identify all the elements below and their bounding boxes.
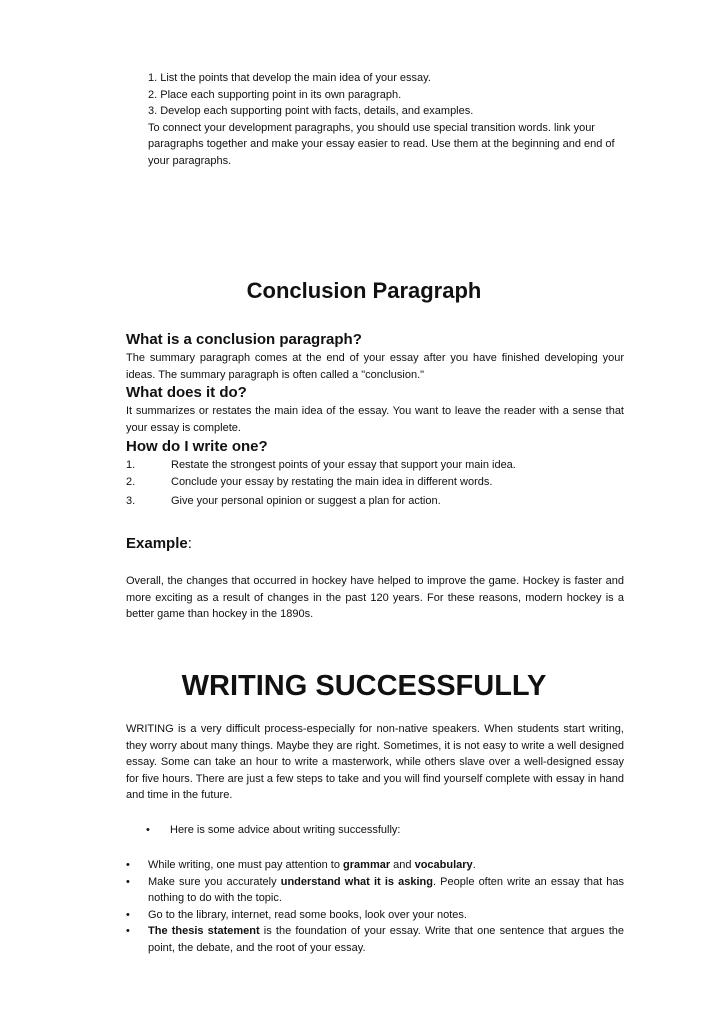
list-item bbox=[126, 857, 624, 874]
list-item bbox=[126, 874, 624, 907]
example-colon: : bbox=[187, 535, 192, 552]
bullet-icon: • bbox=[126, 859, 130, 871]
step-item: 2. Place each supporting point in its own paragraph. bbox=[148, 88, 402, 101]
list-number: 2. bbox=[126, 475, 136, 488]
example-heading bbox=[126, 534, 192, 554]
writing-title: WRITING SUCCESSFULLY bbox=[181, 670, 547, 702]
list-number: 3. bbox=[126, 495, 136, 507]
answer-paragraph: It summarizes or restates the main idea of the essay. You want to leave the reader with a sense that your essay is complete. bbox=[126, 405, 624, 434]
list-item bbox=[126, 493, 624, 510]
tip-segment: . bbox=[472, 859, 476, 871]
tip-emphasis: The thesis statement bbox=[148, 925, 260, 937]
list-text: Conclude your essay by restating the main idea in different words. bbox=[171, 475, 493, 488]
conclusion-title: Conclusion Paragraph bbox=[246, 278, 482, 303]
advice-intro-text: Here is some advice about writing successfully: bbox=[170, 824, 401, 836]
list-item bbox=[126, 474, 624, 491]
list-item bbox=[126, 457, 624, 474]
tip-segment: . People often write an essay that has nothing to do with the topic. bbox=[148, 875, 625, 904]
tip-text bbox=[148, 923, 624, 956]
tip-text bbox=[148, 874, 624, 907]
list-text: Give your personal opinion or suggest a plan for action. bbox=[171, 495, 441, 507]
tip-emphasis: understand what it is asking bbox=[280, 875, 433, 888]
example-paragraph: Overall, the changes that occurred in hockey have helped to improve the game. Hockey is faster and more exciting as a result of changes in the past 120 years. For these reasons, modern hockey is a better game than hockey in the 1890s. bbox=[126, 575, 624, 620]
advice-intro bbox=[146, 822, 400, 839]
question-heading: How do I write one? bbox=[126, 438, 268, 455]
tip-text bbox=[148, 857, 624, 874]
tip-segment: and bbox=[390, 859, 415, 871]
bullet-icon: • bbox=[126, 875, 130, 888]
bullet-icon: • bbox=[126, 925, 130, 937]
tip-emphasis: grammar bbox=[343, 859, 391, 871]
example-label: Example bbox=[126, 535, 188, 552]
list-number: 1. bbox=[126, 459, 136, 471]
tip-text: Go to the library, internet, read some books, look over your notes. bbox=[148, 908, 467, 921]
step-item: 1. List the points that develop the main idea of your essay. bbox=[148, 72, 431, 84]
question-heading: What is a conclusion paragraph? bbox=[126, 331, 362, 348]
tip-segment: is the foundation of your essay. Write that one sentence that argues the point, the debate, and the root of your essay. bbox=[148, 925, 624, 954]
question-heading: What does it do? bbox=[126, 384, 247, 401]
bullet-icon: • bbox=[126, 908, 130, 921]
development-steps bbox=[148, 70, 638, 169]
conclusion-steps-list bbox=[126, 457, 624, 510]
transition-note: To connect your development paragraphs, you should use special transition words. link your paragraphs together and make your essay easier to read. Use them at the beginning and end of your paragraphs. bbox=[148, 121, 615, 167]
tips-list bbox=[126, 857, 624, 956]
writing-intro-paragraph: WRITING is a very difficult process-especially for non-native speakers. When students start writing, they worry about many things. Maybe they are right. Sometimes, it is not easy to write a well designed essay. Some can take an hour to write a masterwork, while others slave over a well-designed essay for five hours. There are just a few steps to take and you will find yourself complete with essay in hand and time in the future. bbox=[126, 723, 624, 801]
tip-segment: While writing, one must pay attention to bbox=[148, 859, 344, 871]
list-item bbox=[126, 907, 624, 924]
bullet-icon: • bbox=[146, 824, 150, 836]
answer-paragraph: The summary paragraph comes at the end of your essay after you have finished developing your ideas. The summary paragraph is often called a "conclusion." bbox=[126, 352, 624, 381]
step-item: 3. Develop each supporting point with facts, details, and examples. bbox=[148, 105, 474, 117]
tip-emphasis: vocabulary bbox=[414, 859, 473, 871]
list-item bbox=[126, 923, 624, 956]
tip-segment: Make sure you accurately bbox=[148, 875, 281, 888]
list-text: Restate the strongest points of your essay that support your main idea. bbox=[171, 459, 516, 471]
